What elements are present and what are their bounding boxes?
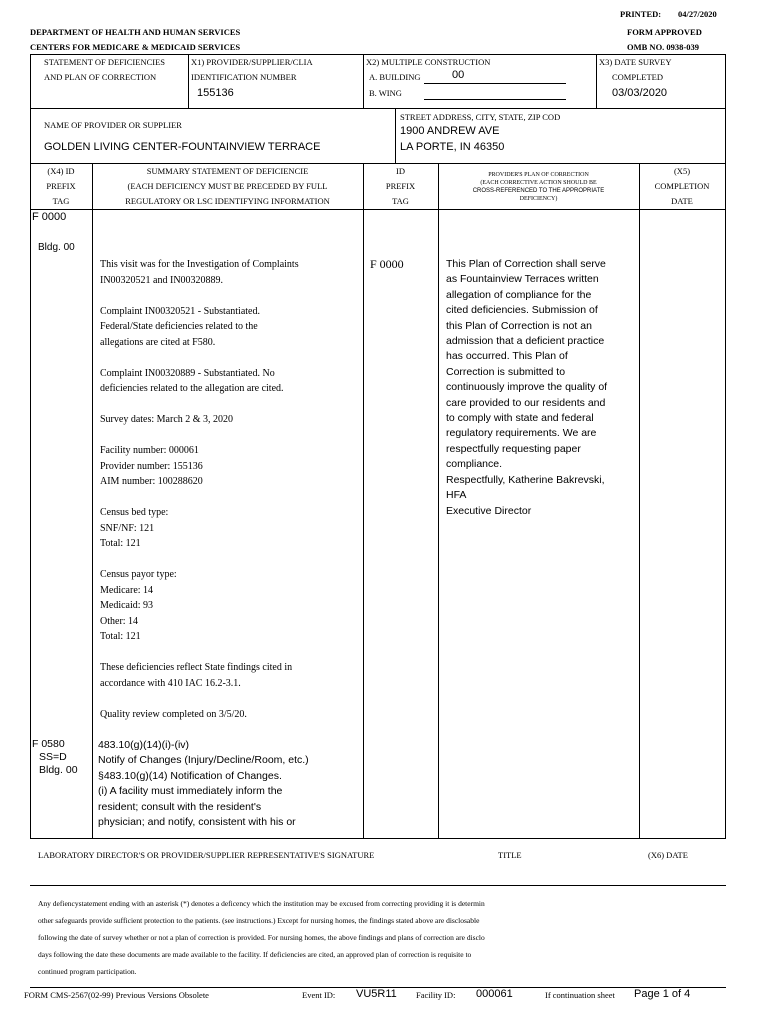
f580-line: resident; consult with the resident's bbox=[98, 800, 262, 813]
summary-line: Medicaid: 93 bbox=[100, 600, 154, 611]
f580-line: §483.10(g)(14) Notification of Changes. bbox=[98, 769, 282, 782]
summary-header-3: REGULATORY OR LSC IDENTIFYING INFORMATION bbox=[125, 196, 330, 206]
disclaimer-line: continued program participation. bbox=[38, 967, 137, 976]
poc-line: Executive Director bbox=[446, 504, 532, 517]
id-header-1: ID bbox=[396, 166, 405, 176]
disclaimer bbox=[38, 895, 485, 980]
printed-label: PRINTED: bbox=[620, 9, 662, 19]
x3-label-2: COMPLETED bbox=[612, 72, 663, 82]
summary-line: SNF/NF: 121 bbox=[100, 522, 155, 534]
disclaimer-line: other safeguards provide sufficient protection to the patients. (see instructions.) Except for nursing homes, the findings stated above are disclosable bbox=[38, 916, 480, 925]
summary-header-2: (EACH DEFICIENCY MUST BE PRECEDED BY FULL bbox=[127, 181, 328, 191]
department-title: DEPARTMENT OF HEALTH AND HUMAN SERVICES bbox=[30, 27, 241, 37]
poc-line: Respectfully, Katherine Bakrevski, bbox=[446, 473, 605, 486]
address-line-2: LA PORTE, IN 46350 bbox=[400, 141, 505, 153]
tag-f0000: F 0000 bbox=[32, 211, 67, 223]
summary-line: Medicare: 14 bbox=[100, 584, 154, 596]
x5-header-3: DATE bbox=[671, 196, 693, 206]
summary-line: Complaint IN00320889 - Substantiated. No bbox=[100, 367, 275, 379]
poc-line: respectfully requesting paper bbox=[446, 442, 581, 455]
poc-line: regulatory requirements. We are bbox=[446, 427, 597, 440]
poc-line: HFA bbox=[446, 489, 467, 502]
f580-line: (i) A facility must immediately inform the bbox=[98, 785, 283, 798]
summary-line: Complaint IN00320521 - Substantiated. bbox=[100, 305, 260, 317]
x3-label-1: X3) DATE SURVEY bbox=[599, 57, 672, 67]
plan-header-3: CROSS-REFERENCED TO THE APPROPRIATE bbox=[472, 188, 605, 194]
summary-line bbox=[100, 552, 299, 568]
summary-line: Total: 121 bbox=[100, 538, 141, 549]
summary-line bbox=[100, 350, 299, 366]
plan-header-4: DEFICIENCY) bbox=[519, 196, 558, 202]
form-id: FORM CMS-2567(02-99) Previous Versions Obsolete bbox=[24, 990, 209, 1000]
event-id-label: Event ID: bbox=[302, 990, 336, 1000]
summary-line: Survey dates: March 2 & 3, 2020 bbox=[100, 414, 234, 425]
poc-line: this Plan of Correction is not an bbox=[446, 319, 592, 332]
continuation-label: If continuation sheet bbox=[545, 990, 615, 1000]
plan-header-2: (EACH CORRECTIVE ACTION SHOULD BE bbox=[480, 180, 597, 186]
form-approved: FORM APPROVED bbox=[627, 27, 702, 37]
f580-text bbox=[98, 738, 309, 830]
tag-f0580-block bbox=[32, 738, 78, 777]
summary-header-1: SUMMARY STATEMENT OF DEFICIENCIE bbox=[146, 166, 309, 176]
poc-tag: F 0000 bbox=[370, 257, 404, 271]
summary-line: Quality review completed on 3/5/20. bbox=[100, 708, 247, 720]
bldg-00-second: Bldg. 00 bbox=[39, 764, 78, 776]
summary-line: allegations are cited at F580. bbox=[100, 336, 216, 348]
provider-id-value: 155136 bbox=[197, 87, 234, 99]
building-label: A. BUILDING bbox=[369, 72, 421, 82]
printed-date: 04/27/2020 bbox=[678, 9, 717, 19]
summary-line: Census bed type: bbox=[100, 507, 169, 518]
summary-line: Federal/State deficiencies related to the bbox=[100, 321, 258, 332]
page-number: Page 1 of 4 bbox=[634, 988, 691, 1000]
x5-header-1: (X5) bbox=[673, 166, 691, 176]
summary-line bbox=[100, 428, 299, 444]
summary-line: Total: 121 bbox=[100, 631, 141, 642]
building-value: 00 bbox=[452, 69, 465, 81]
x2-label: X2) MULTIPLE CONSTRUCTION bbox=[366, 57, 491, 67]
summary-line: Census payor type: bbox=[100, 569, 177, 580]
omb-number: OMB NO. 0938-039 bbox=[627, 42, 700, 52]
summary-line bbox=[100, 397, 299, 413]
plan-header-1: PROVIDER'S PLAN OF CORRECTION bbox=[488, 172, 589, 178]
x4-header-2: PREFIX bbox=[46, 181, 76, 191]
address-label: STREET ADDRESS, CITY, STATE, ZIP COD bbox=[400, 112, 561, 122]
summary-line bbox=[100, 691, 299, 707]
disclaimer-line: following the date of survey whether or not a plan of correction is provided. For nursing homes, the above findings and plans of correction are disclo bbox=[38, 933, 485, 942]
poc-line: This Plan of Correction shall serve bbox=[446, 258, 606, 270]
plan-of-correction bbox=[446, 257, 607, 519]
summary-line: These deficiencies reflect State findings cited in bbox=[100, 662, 293, 673]
poc-line: Correction is submitted to bbox=[446, 365, 566, 378]
provider-name-value: GOLDEN LIVING CENTER-FOUNTAINVIEW TERRACE bbox=[44, 141, 321, 153]
x5-header-2: COMPLETION bbox=[654, 181, 710, 191]
statement-label-1: STATEMENT OF DEFICIENCIES bbox=[44, 57, 166, 67]
f580-line: physician; and notify, consistent with his or bbox=[98, 816, 296, 829]
x1-label-2: IDENTIFICATION NUMBER bbox=[191, 72, 297, 82]
disclaimer-line: Any defiencystatement ending with an asterisk (*) denotes a deficency which the institution may be excused from correcting providing it is determin bbox=[38, 899, 485, 908]
facility-id-label: Facility ID: bbox=[416, 990, 456, 1000]
summary-line: This visit was for the Investigation of Complaints bbox=[100, 259, 299, 270]
summary-line: Provider number: 155136 bbox=[100, 460, 203, 472]
tag-f0580: F 0580 bbox=[32, 738, 65, 750]
event-id-value: VU5R11 bbox=[356, 988, 397, 1000]
centers-title: CENTERS FOR MEDICARE & MEDICAID SERVICES bbox=[30, 42, 241, 52]
id-header-2: PREFIX bbox=[385, 181, 416, 191]
wing-label: B. WING bbox=[369, 88, 402, 98]
statement-label-2: AND PLAN OF CORRECTION bbox=[44, 72, 157, 82]
poc-line: compliance. bbox=[446, 458, 503, 471]
summary-line bbox=[100, 490, 299, 506]
poc-line: allegation of compliance for the bbox=[446, 288, 592, 301]
f580-line: Notify of Changes (Injury/Decline/Room, etc.) bbox=[98, 754, 309, 767]
address-line-1: 1900 ANDREW AVE bbox=[400, 125, 500, 137]
bldg-00: Bldg. 00 bbox=[38, 242, 75, 253]
signature-label: LABORATORY DIRECTOR'S OR PROVIDER/SUPPLIER REPRESENTATIVE'S SIGNATURE bbox=[38, 850, 375, 860]
facility-id-value: 000061 bbox=[476, 988, 513, 1000]
summary-line: deficiencies related to the allegation are cited. bbox=[100, 383, 284, 394]
disclaimer-line: days following the date these documents are made available to the facility. If deficiencies are cited, an approved plan of correction is requisite to bbox=[38, 950, 472, 959]
f580-line: 483.10(g)(14)(i)-(iv) bbox=[98, 739, 190, 751]
x1-label-1: X1) PROVIDER/SUPPLIER/CLIA bbox=[191, 57, 313, 67]
summary-line: accordance with 410 IAC 16.2-3.1. bbox=[100, 677, 241, 689]
summary-line bbox=[100, 288, 299, 304]
summary-line: Facility number: 000061 bbox=[100, 445, 199, 456]
x4-header-1: (X4) ID bbox=[47, 166, 75, 176]
summary-line: AIM number: 100288620 bbox=[100, 476, 203, 487]
x4-header-3: TAG bbox=[52, 196, 70, 206]
id-header-3: TAG bbox=[392, 196, 409, 206]
poc-line: continuously improve the quality of bbox=[446, 381, 608, 394]
x6-date-label: (X6) DATE bbox=[648, 850, 688, 860]
scope-severity: SS=D bbox=[39, 751, 67, 763]
poc-line: cited deficiencies. Submission of bbox=[446, 304, 598, 317]
survey-date-value: 03/03/2020 bbox=[612, 87, 668, 99]
poc-line: care provided to our residents and bbox=[446, 396, 606, 409]
title-label: TITLE bbox=[498, 850, 522, 860]
poc-line: admission that a deficient practice bbox=[446, 335, 605, 348]
poc-line: to comply with state and federal bbox=[446, 412, 594, 425]
summary-line: IN00320521 and IN00320889. bbox=[100, 274, 224, 286]
provider-name-label: NAME OF PROVIDER OR SUPPLIER bbox=[44, 120, 182, 130]
summary-statement bbox=[100, 257, 299, 722]
poc-line: has occurred. This Plan of bbox=[446, 350, 568, 363]
poc-line: as Fountainview Terraces written bbox=[446, 273, 599, 286]
summary-line bbox=[100, 645, 299, 661]
summary-line: Other: 14 bbox=[100, 615, 139, 627]
